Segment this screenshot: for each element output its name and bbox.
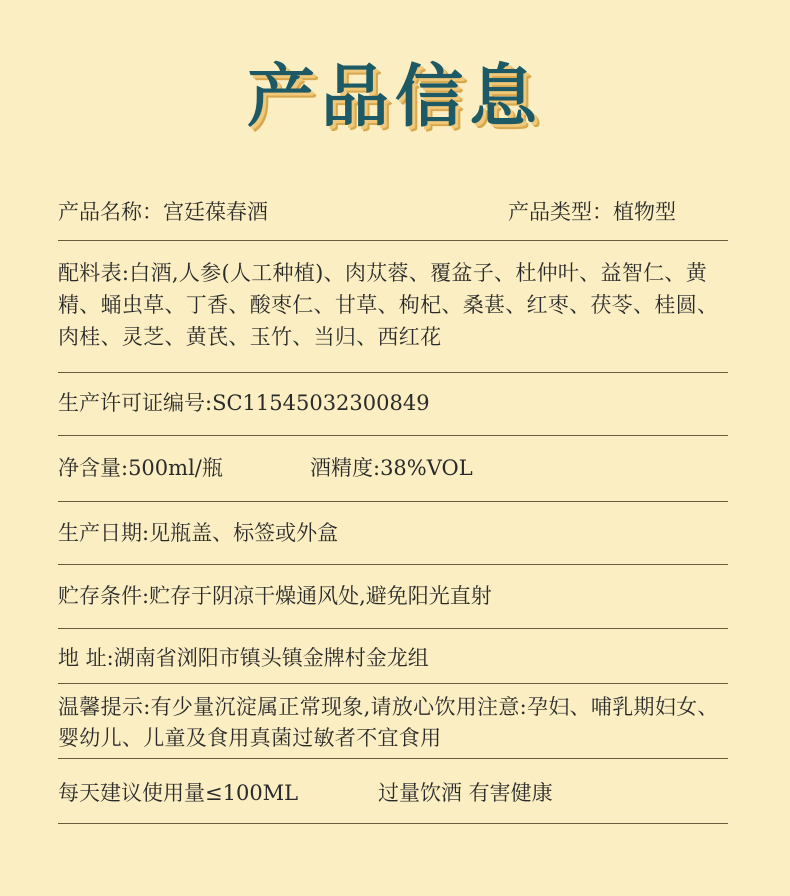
license-number: 生产许可证编号:SC11545032300849 [58, 391, 430, 415]
info-row-daily-amount [58, 759, 728, 824]
info-row-volume-alcohol [58, 436, 728, 502]
info-row-name-type [58, 178, 728, 241]
info-row-ingredients [58, 241, 728, 373]
info-row-storage [58, 565, 728, 629]
drinking-slogan: 过量饮酒 有害健康 [378, 781, 553, 805]
page-title: 产品信息 [246, 58, 543, 137]
storage-conditions: 贮存条件:贮存于阴凉干燥通风处,避免阳光直射 [58, 584, 492, 608]
ingredients-text: 配料表:白酒,人参(人工种植)、肉苁蓉、覆盆子、杜仲叶、益智仁、黄精、蛹虫草、丁香、酸枣仁、甘草、枸杞、桑葚、红枣、茯苓、桂圆、肉桂、灵芝、黄芪、玉竹、当归、西红花 [58, 261, 719, 349]
info-row-warning [58, 684, 728, 759]
product-name: 产品名称：宫廷葆春酒 [58, 200, 268, 224]
info-row-address [58, 629, 728, 684]
product-info-table [58, 178, 728, 824]
daily-amount: 每天建议使用量≤100ML [58, 781, 299, 805]
info-row-production-date [58, 502, 728, 565]
warning-text: 温馨提示:有少量沉淀属正常现象,请放心饮用注意:孕妇、哺乳期妇女、婴幼儿、儿童及食用真菌过敏者不宜食用 [58, 695, 719, 750]
production-date: 生产日期:见瓶盖、标签或外盒 [58, 521, 339, 545]
product-type: 产品类型：植物型 [508, 200, 676, 224]
net-volume: 净含量:500ml/瓶 [58, 456, 223, 480]
address: 地 址:湖南省浏阳市镇头镇金牌村金龙组 [58, 646, 429, 670]
alcohol-content: 酒精度:38%VOL [310, 456, 473, 480]
info-row-license [58, 373, 728, 436]
